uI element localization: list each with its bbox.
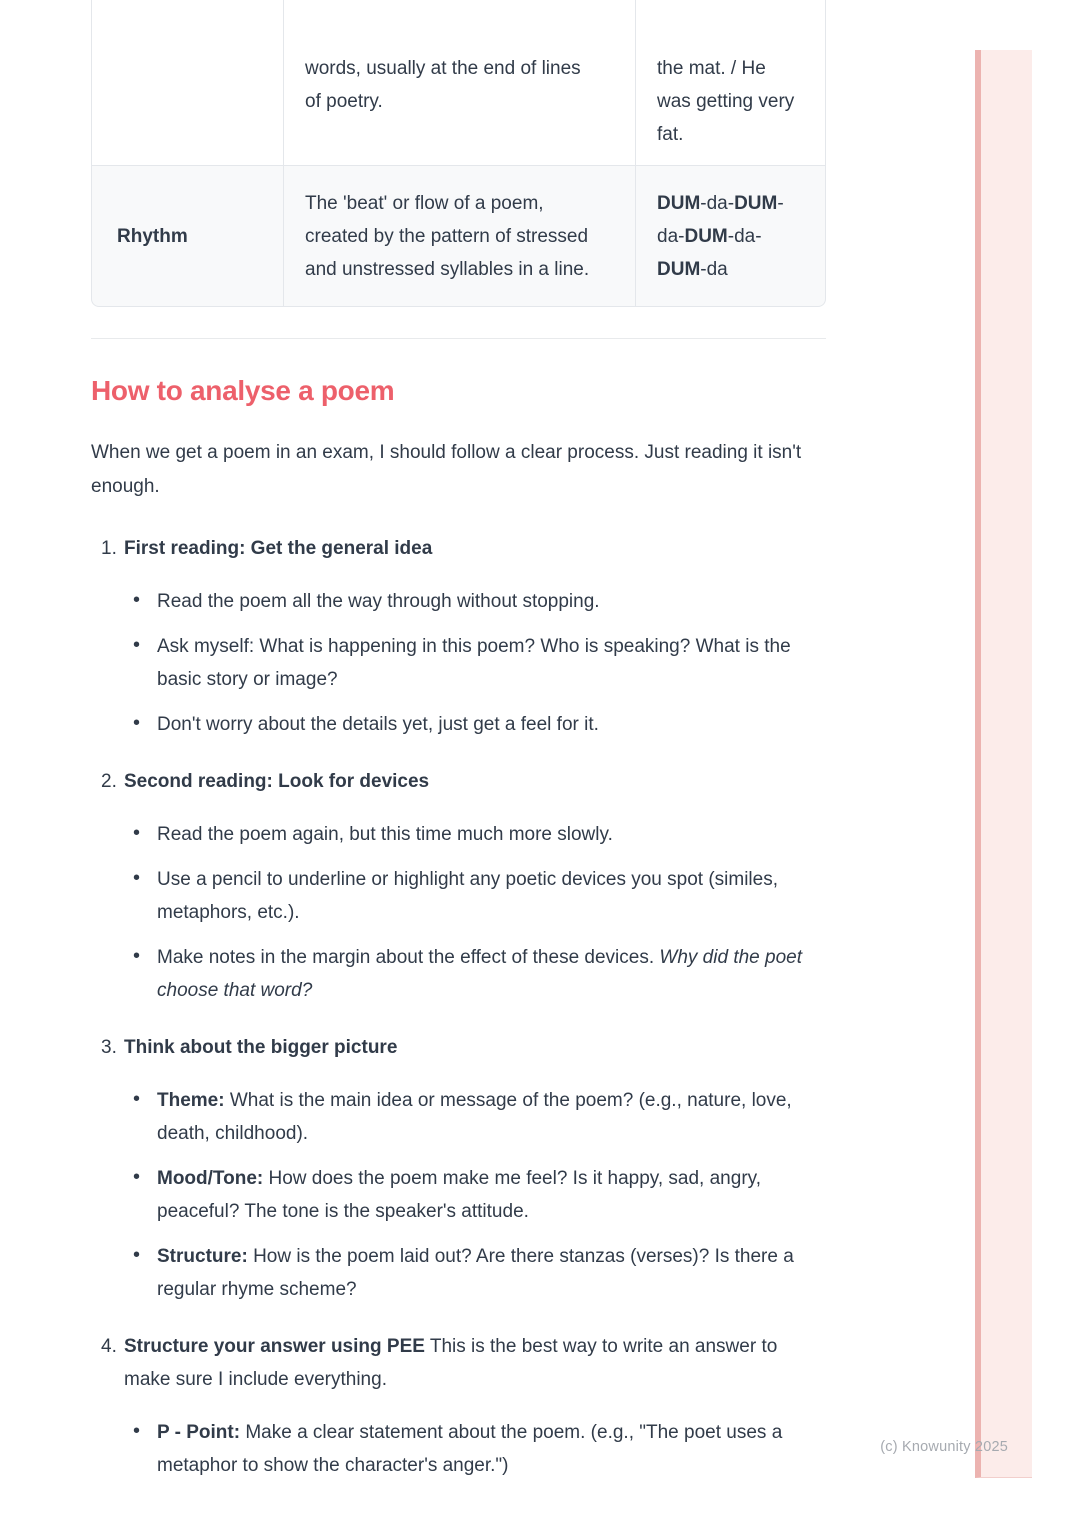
bullet-item: • P - Point: Make a clear statement about the poem. (e.g., "The poet uses a metaphor to show the character's anger."): [124, 1416, 826, 1482]
example-cell: [636, 165, 826, 307]
cell-line: The 'beat' or flow of a poem,: [305, 192, 544, 214]
bullet-item: • Make notes in the margin about the effect of these devices. Why did the poet choose that word?: [124, 941, 826, 1007]
step-bullets: [124, 818, 826, 1007]
definition-cell: [284, 0, 636, 165]
cell-line: fat.: [657, 124, 684, 145]
step-item: [91, 765, 826, 1007]
step-item: [91, 532, 826, 741]
bullet-item: • Don't worry about the details yet, just get a feel for it.: [124, 708, 826, 741]
analysis-steps-list: [91, 532, 826, 1482]
cell-line: the mat. / He: [657, 58, 766, 79]
bullet-item: • Read the poem again, but this time much more slowly.: [124, 818, 826, 851]
bullet-item: • Theme: What is the main idea or message of the poem? (e.g., nature, love, death, childhood).: [124, 1084, 826, 1150]
step-heading: Think about the bigger picture: [124, 1037, 398, 1058]
bullet-item: • Ask myself: What is happening in this poem? Who is speaking? What is the basic story or image?: [124, 630, 826, 696]
cell-line: da-DUM-da-: [657, 225, 762, 247]
step-bullets: [124, 1416, 826, 1482]
cell-line: of poetry.: [305, 91, 383, 112]
step-bullets: [124, 585, 826, 741]
cell-line: DUM-da-DUM-: [657, 192, 784, 214]
cell-line: created by the pattern of stressed: [305, 225, 589, 247]
poetic-devices-table: [91, 0, 826, 307]
definition-cell: [284, 165, 636, 307]
copyright-watermark: (c) Knowunity 2025: [880, 1439, 1008, 1455]
page-edge-decoration: [975, 50, 1032, 1478]
bullet-item: • Structure: How is the poem laid out? Are there stanzas (verses)? Is there a regular rhyme scheme?: [124, 1240, 826, 1306]
cell-line: DUM-da: [657, 258, 728, 280]
cell-line: words, usually at the end of lines: [305, 58, 581, 79]
step-heading: Second reading: Look for devices: [124, 771, 430, 792]
step-bullets: [124, 1084, 826, 1306]
term-cell: [91, 0, 284, 165]
step-heading: First reading: Get the general idea: [124, 538, 433, 559]
section-title: How to analyse a poem: [91, 375, 395, 406]
example-cell: [636, 0, 826, 165]
document-page-content: [91, 0, 826, 1506]
intro-paragraph: When we get a poem in an exam, I should follow a clear process. Just reading it isn't enough.: [91, 442, 802, 497]
cell-line: and unstressed syllables in a line.: [305, 258, 590, 280]
section-divider: [91, 338, 826, 339]
step-item: [91, 1031, 826, 1306]
bullet-item: • Read the poem all the way through without stopping.: [124, 585, 826, 618]
bullet-item: • Use a pencil to underline or highlight any poetic devices you spot (similes, metaphors, etc.).: [124, 863, 826, 929]
term-cell: Rhythm: [91, 165, 284, 307]
table-row: [91, 0, 826, 165]
bullet-item: • Mood/Tone: How does the poem make me feel? Is it happy, sad, angry, peaceful? The tone is the speaker's attitude.: [124, 1162, 826, 1228]
step-heading: Structure your answer using PEE This is the best way to write an answer to make sure I include everything.: [124, 1336, 778, 1390]
step-item: [91, 1330, 826, 1482]
table-row: [91, 165, 826, 307]
cell-line: was getting very: [657, 91, 795, 112]
